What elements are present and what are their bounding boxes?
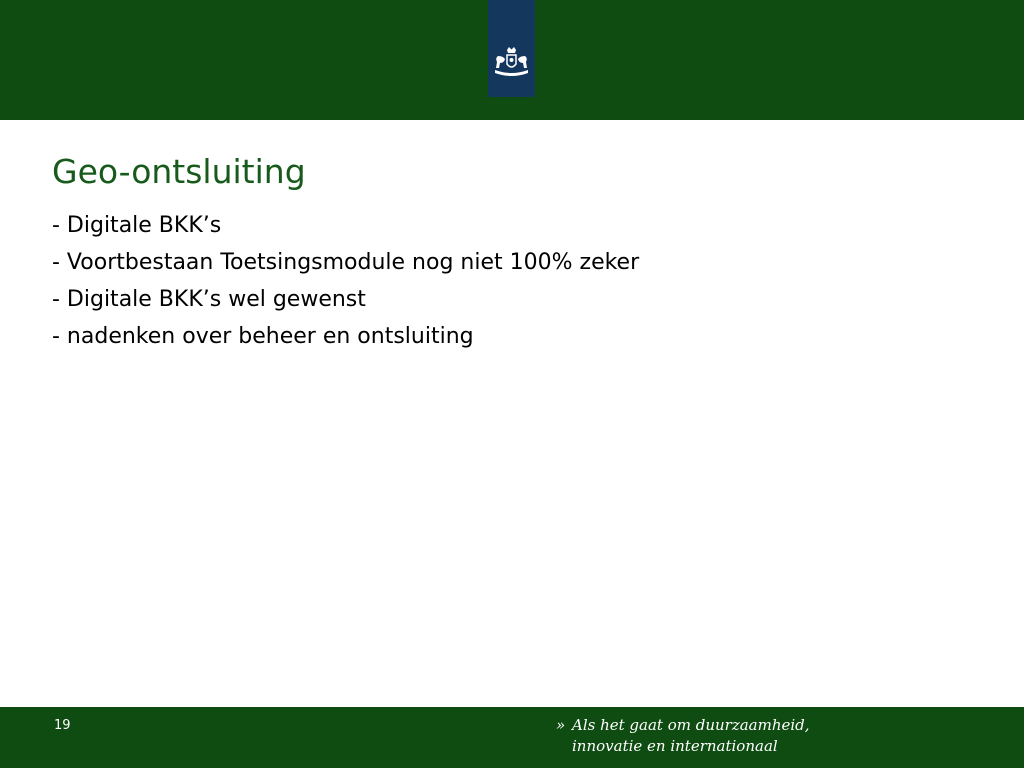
slogan-marker: » bbox=[556, 716, 566, 734]
bullet-item: - nadenken over beheer en ontsluiting bbox=[52, 324, 474, 349]
bullet-item: - Digitale BKK’s bbox=[52, 213, 222, 238]
page-number: 19 bbox=[54, 718, 71, 733]
emblem-bar bbox=[488, 0, 535, 97]
bullet-item: - Voortbestaan Toetsingsmodule nog niet 100% zeker bbox=[52, 250, 640, 275]
slogan-line-1: Als het gaat om duurzaamheid, bbox=[572, 716, 810, 734]
bullet-list bbox=[52, 207, 639, 355]
coat-of-arms-icon bbox=[490, 46, 533, 86]
slide-title: Geo-ontsluiting bbox=[52, 152, 306, 191]
header-band bbox=[0, 0, 1024, 120]
slogan-line-2: innovatie en internationaal bbox=[572, 737, 778, 755]
bullet-item: - Digitale BKK’s wel gewenst bbox=[52, 287, 366, 312]
footer-slogan bbox=[556, 715, 810, 757]
footer-band bbox=[0, 707, 1024, 768]
